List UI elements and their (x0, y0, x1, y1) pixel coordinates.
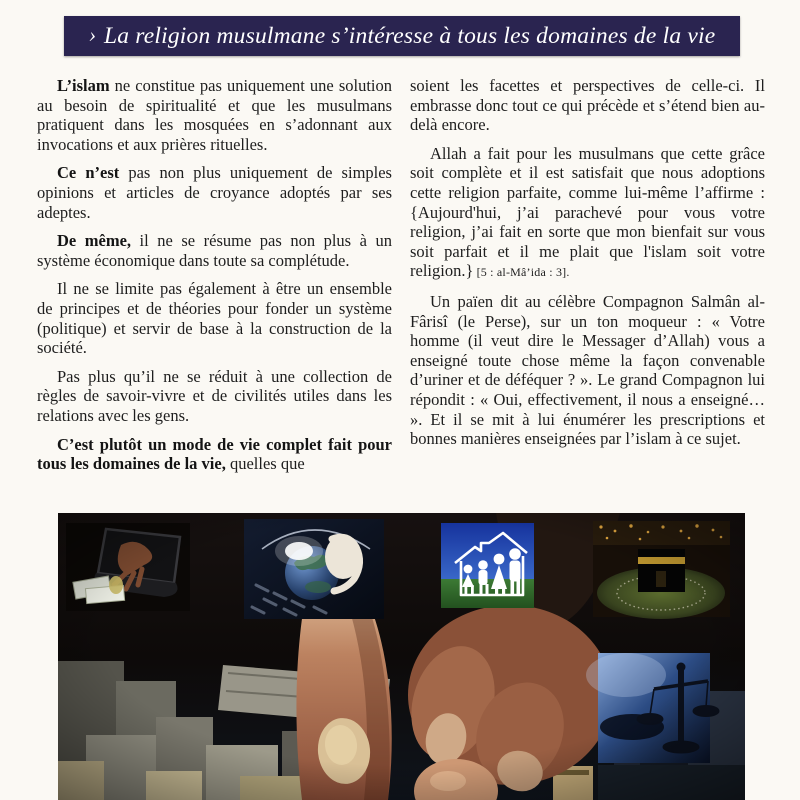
section-title: La religion musulmane s’intéresse à tous les domaines de la vie (103, 22, 716, 49)
paragraph: De même, il ne se résume pas non plus à un système économique dans toute sa complétude. (37, 231, 392, 270)
text-columns (37, 76, 765, 483)
quran-citation: [5 : al-Mâ’ida : 3]. (473, 265, 570, 280)
paragraph: Un païen dit au célèbre Compagnon Salmân al-Fârisî (le Perse), sur un ton moqueur : « Votre homme (il veut dire le Messager d’Allah) vous a enseigné toute chose même la façon convenable d’uriner et de déféquer ? ». Le grand Compagnon lui répondit : « Oui, effectivement, il nous a enseigné… ». Et il se mit à lui énumérer les prescriptions et bonnes manières enseignées par l’islam à ce sujet. (410, 291, 765, 449)
paragraph: Il ne se limite pas également à être un ensemble de principes et de théories pour fonder un système (politique) et servir de base à la construction de la société. (37, 279, 392, 358)
banner-arrow-icon: › (88, 22, 96, 47)
montage-artwork (58, 513, 745, 800)
left-column (37, 76, 392, 483)
right-column (410, 76, 765, 483)
paragraph: C’est plutôt un mode de vie complet fait pour tous les domaines de la vie, quelles que (37, 434, 392, 474)
paragraph: Ce n’est pas non plus uniquement de simples opinions et articles de croyance adoptés par ses adeptes. (37, 163, 392, 222)
section-title-banner (64, 16, 740, 56)
paragraph: soient les facettes et perspectives de celle-ci. Il embrasse donc tout ce qui précède et s’étend bien au-delà encore. (410, 76, 765, 135)
photo-montage (58, 513, 745, 800)
paragraph: Pas plus qu’il ne se réduit à une collection de règles de savoir-vivre et de civilités utiles dans les relations avec les gens. (37, 366, 392, 425)
paragraph: L’islam ne constitue pas uniquement une solution au besoin de spiritualité et que les musulmans pratiquent dans les mosquées en s’adonnant aux invocations et aux prières rituelles. (37, 76, 392, 154)
paragraph-with-quran-quote: Allah a fait pour les musulmans que cette grâce soit complète et il est satisfait que nous adoptions cette religion parfaite, comme lui-même l’affirme : {Aujourd'hui, j’ai parachevé pour vous votre religion, j’ai fait en sorte que mon bienfait sur vous soit parfait et il me plait que l'islam soit votre religion.} [5 : al-Mâ’ida : 3]. (410, 143, 765, 281)
vignette (58, 513, 745, 800)
